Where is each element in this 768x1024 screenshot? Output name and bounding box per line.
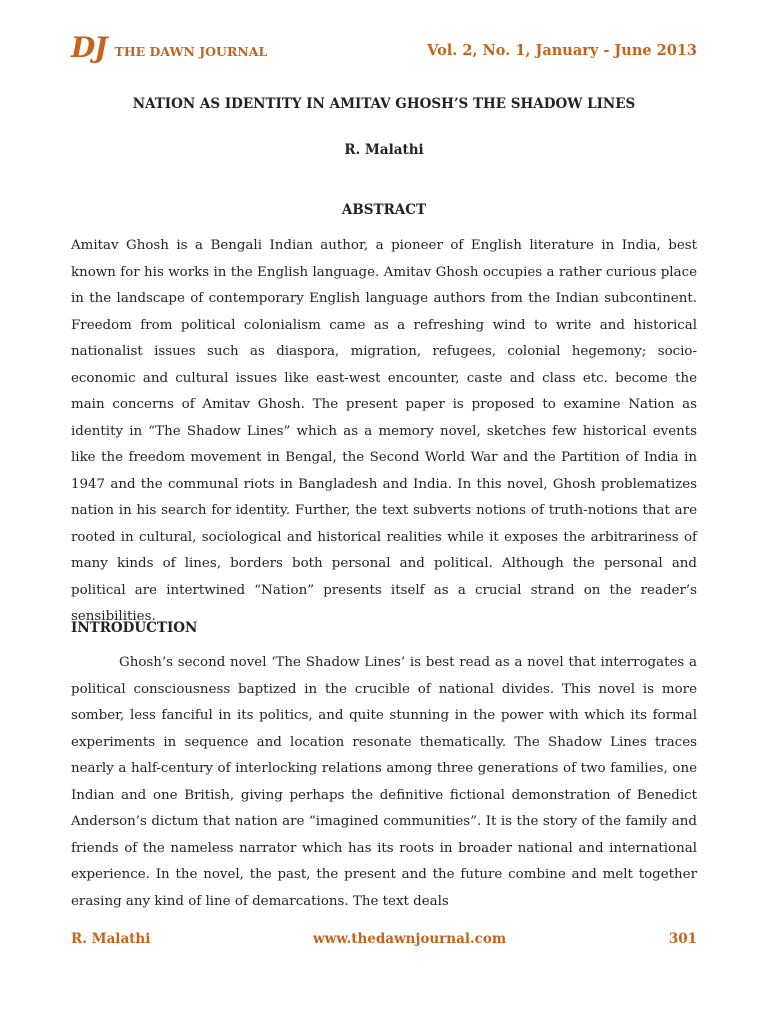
article-title: NATION AS IDENTITY IN AMITAV GHOSH’S THE SHADOW LINES: [132, 96, 636, 112]
page-footer: [71, 931, 697, 947]
introduction-heading: INTRODUCTION: [71, 620, 198, 636]
footer-website-link[interactable]: www.thedawnjournal.com: [313, 931, 507, 947]
abstract-heading: ABSTRACT: [341, 202, 427, 218]
journal-name: THE DAWN JOURNAL: [114, 44, 268, 59]
journal-brand: [71, 31, 268, 64]
abstract-paragraph: Amitav Ghosh is a Bengali Indian author, a pioneer of English literature in India, best known for his works in the English language. Amitav Ghosh occupies a rather curious place in the landscape of contemporary English language authors from the Indian subcontinent. Freedom from political colonialism came as a refreshing wind to write and historical nationalist issues such as diaspora, migration, refugees, colonial hegemony; socio-economic and cultural issues like east-west encounter, caste and class etc. become the main concerns of Amitav Ghosh. The present paper is proposed to examine Nation as identity in “The Shadow Lines” which as a memory novel, sketches few historical events like the freedom movement in Bengal, the Second World War and the Partition of India in 1947 and the communal riots in Bangladesh and India. In this novel, Ghosh problematizes nation in his search for identity. Further, the text subverts notions of truth-notions that are rooted in cultural, sociological and historical realities while it exposes the arbitrariness of many kinds of lines, borders both personal and political. Although the personal and political are intertwined “Nation” presents itself as a crucial strand on the reader’s sensibilities.: [71, 238, 697, 624]
introduction-paragraph: Ghosh’s second novel ‘The Shadow Lines’ is best read as a novel that interrogates a political consciousness baptized in the crucible of national divides. This novel is more somber, less fanciful in its politics, and quite stunning in the power with which its formal experiments in sequence and location resonate thematically. The Shadow Lines traces nearly a half-century of interlocking relations among three generations of two families, one Indian and one British, giving perhaps the definitive fictional demonstration of Benedict Anderson’s dictum that nation are “imagined communities”. It is the story of the family and friends of the nameless narrator which has its roots in broader national and international experience. In the novel, the past, the present and the future combine and melt together erasing any kind of line of demarcations. The text deals: [71, 655, 697, 909]
footer-author: R. Malathi: [71, 931, 151, 947]
page-number: 301: [668, 931, 697, 947]
article-author: R. Malathi: [344, 142, 424, 158]
journal-logo: DJ: [71, 31, 107, 64]
volume-info: Vol. 2, No. 1, January - June 2013: [427, 42, 697, 59]
page-header: [71, 30, 697, 62]
